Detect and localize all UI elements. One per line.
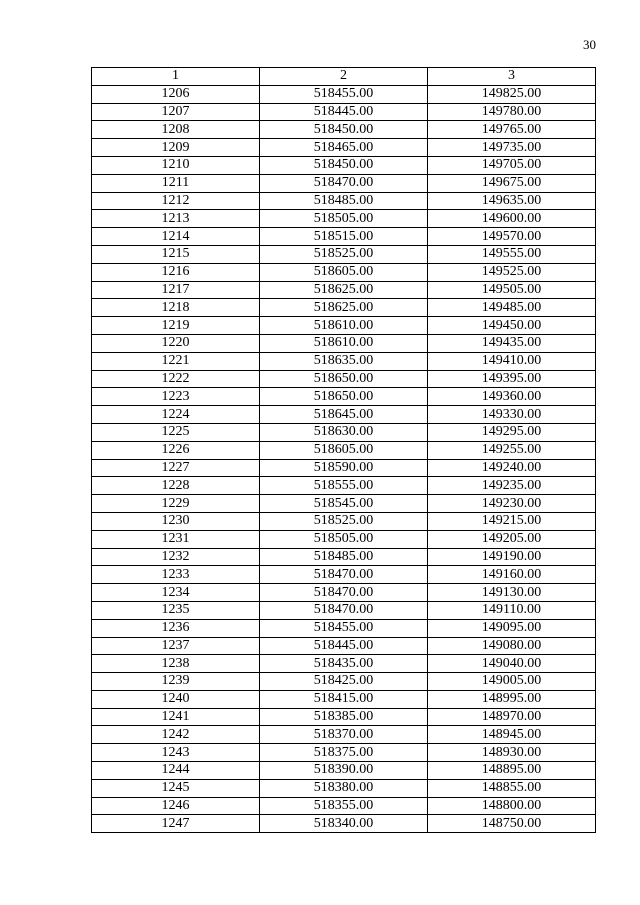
table-cell: 1212 — [92, 192, 260, 210]
table-row — [92, 299, 596, 317]
column-header-1: 1 — [92, 68, 260, 86]
table-cell: 1230 — [92, 512, 260, 530]
table-row — [92, 263, 596, 281]
table-cell: 1242 — [92, 726, 260, 744]
table-cell: 149485.00 — [428, 299, 596, 317]
table-cell: 149410.00 — [428, 352, 596, 370]
table-row — [92, 406, 596, 424]
table-cell: 518515.00 — [260, 228, 428, 246]
table-cell: 1225 — [92, 423, 260, 441]
table-cell: 518525.00 — [260, 512, 428, 530]
table-cell: 518425.00 — [260, 673, 428, 691]
table-cell: 1215 — [92, 245, 260, 263]
table-cell: 1231 — [92, 530, 260, 548]
table-cell: 148895.00 — [428, 762, 596, 780]
table-cell: 518445.00 — [260, 637, 428, 655]
table-cell: 1214 — [92, 228, 260, 246]
table-cell: 518625.00 — [260, 299, 428, 317]
table-row — [92, 85, 596, 103]
table-cell: 518470.00 — [260, 566, 428, 584]
table-row — [92, 388, 596, 406]
table-cell: 148945.00 — [428, 726, 596, 744]
table-row — [92, 637, 596, 655]
table-cell: 149295.00 — [428, 423, 596, 441]
table-cell: 1232 — [92, 548, 260, 566]
table-cell: 1237 — [92, 637, 260, 655]
table-cell: 149110.00 — [428, 601, 596, 619]
table-cell: 149570.00 — [428, 228, 596, 246]
table-row — [92, 370, 596, 388]
table-row — [92, 139, 596, 157]
table-cell: 518470.00 — [260, 601, 428, 619]
coordinates-table — [91, 67, 596, 833]
table-row — [92, 762, 596, 780]
table-cell: 149635.00 — [428, 192, 596, 210]
table-cell: 149160.00 — [428, 566, 596, 584]
table-cell: 518555.00 — [260, 477, 428, 495]
table-cell: 149505.00 — [428, 281, 596, 299]
column-header-2: 2 — [260, 68, 428, 86]
table-cell: 149330.00 — [428, 406, 596, 424]
table-cell: 518470.00 — [260, 174, 428, 192]
table-cell: 149525.00 — [428, 263, 596, 281]
table-cell: 518505.00 — [260, 210, 428, 228]
table-row — [92, 601, 596, 619]
table-cell: 1244 — [92, 762, 260, 780]
table-cell: 149395.00 — [428, 370, 596, 388]
table-cell: 1208 — [92, 121, 260, 139]
table-cell: 518375.00 — [260, 744, 428, 762]
table-cell: 518610.00 — [260, 334, 428, 352]
table-cell: 518610.00 — [260, 317, 428, 335]
table-row — [92, 744, 596, 762]
table-row — [92, 245, 596, 263]
table-cell: 518435.00 — [260, 655, 428, 673]
table-cell: 149450.00 — [428, 317, 596, 335]
table-cell: 518630.00 — [260, 423, 428, 441]
table-cell: 518450.00 — [260, 156, 428, 174]
table-row — [92, 281, 596, 299]
table-cell: 1209 — [92, 139, 260, 157]
table-row — [92, 584, 596, 602]
table-row — [92, 548, 596, 566]
table-cell: 518370.00 — [260, 726, 428, 744]
table-cell: 1210 — [92, 156, 260, 174]
table-cell: 1224 — [92, 406, 260, 424]
table-row — [92, 619, 596, 637]
table-cell: 1246 — [92, 797, 260, 815]
table-cell: 518505.00 — [260, 530, 428, 548]
table-cell: 149190.00 — [428, 548, 596, 566]
table-cell: 518650.00 — [260, 370, 428, 388]
table-cell: 518525.00 — [260, 245, 428, 263]
table-cell: 518455.00 — [260, 619, 428, 637]
table-cell: 148855.00 — [428, 779, 596, 797]
table-cell: 1236 — [92, 619, 260, 637]
table-row — [92, 815, 596, 833]
column-header-3: 3 — [428, 68, 596, 86]
table-cell: 1213 — [92, 210, 260, 228]
table-row — [92, 103, 596, 121]
table-cell: 1233 — [92, 566, 260, 584]
table-cell: 1216 — [92, 263, 260, 281]
table-cell: 148750.00 — [428, 815, 596, 833]
table-cell: 149240.00 — [428, 459, 596, 477]
table-row — [92, 655, 596, 673]
table-cell: 518485.00 — [260, 192, 428, 210]
table-cell: 518390.00 — [260, 762, 428, 780]
table-cell: 1240 — [92, 690, 260, 708]
table-row — [92, 441, 596, 459]
table-cell: 1245 — [92, 779, 260, 797]
table-cell: 148970.00 — [428, 708, 596, 726]
table-cell: 1238 — [92, 655, 260, 673]
table-cell: 149080.00 — [428, 637, 596, 655]
table-cell: 149130.00 — [428, 584, 596, 602]
table-cell: 1226 — [92, 441, 260, 459]
table-cell: 1217 — [92, 281, 260, 299]
table-cell: 149255.00 — [428, 441, 596, 459]
table-cell: 149825.00 — [428, 85, 596, 103]
table-cell: 148930.00 — [428, 744, 596, 762]
table-cell: 518545.00 — [260, 495, 428, 513]
page-number: 30 — [583, 37, 596, 52]
table-cell: 149675.00 — [428, 174, 596, 192]
table-cell: 149230.00 — [428, 495, 596, 513]
table-cell: 1239 — [92, 673, 260, 691]
table-cell: 1220 — [92, 334, 260, 352]
table-cell: 1211 — [92, 174, 260, 192]
table-cell: 518635.00 — [260, 352, 428, 370]
table-row — [92, 156, 596, 174]
table-row — [92, 423, 596, 441]
table-cell: 518605.00 — [260, 263, 428, 281]
table-cell: 1221 — [92, 352, 260, 370]
table-cell: 149005.00 — [428, 673, 596, 691]
table-cell: 149555.00 — [428, 245, 596, 263]
table-cell: 1235 — [92, 601, 260, 619]
table-cell: 149235.00 — [428, 477, 596, 495]
table-cell: 1241 — [92, 708, 260, 726]
table-cell: 518415.00 — [260, 690, 428, 708]
table-cell: 518470.00 — [260, 584, 428, 602]
table-cell: 1228 — [92, 477, 260, 495]
table-cell: 1247 — [92, 815, 260, 833]
table-cell: 518445.00 — [260, 103, 428, 121]
table-cell: 518465.00 — [260, 139, 428, 157]
table-row — [92, 495, 596, 513]
table-cell: 518590.00 — [260, 459, 428, 477]
table-cell: 149765.00 — [428, 121, 596, 139]
table-cell: 1223 — [92, 388, 260, 406]
table-row — [92, 708, 596, 726]
table-row — [92, 121, 596, 139]
table-row — [92, 192, 596, 210]
table-cell: 1234 — [92, 584, 260, 602]
table-row — [92, 228, 596, 246]
table-cell: 1218 — [92, 299, 260, 317]
table-cell: 148995.00 — [428, 690, 596, 708]
table-row — [92, 352, 596, 370]
table-cell: 149215.00 — [428, 512, 596, 530]
table-cell: 518605.00 — [260, 441, 428, 459]
table-row — [92, 673, 596, 691]
table-cell: 149435.00 — [428, 334, 596, 352]
table-row — [92, 477, 596, 495]
table-cell: 1229 — [92, 495, 260, 513]
table-cell: 149095.00 — [428, 619, 596, 637]
table-row — [92, 459, 596, 477]
table-cell: 149360.00 — [428, 388, 596, 406]
table-cell: 148800.00 — [428, 797, 596, 815]
table-row — [92, 797, 596, 815]
table-cell: 149205.00 — [428, 530, 596, 548]
table-row — [92, 317, 596, 335]
table-row — [92, 726, 596, 744]
table-cell: 518385.00 — [260, 708, 428, 726]
table-cell: 518340.00 — [260, 815, 428, 833]
table-cell: 149600.00 — [428, 210, 596, 228]
table-cell: 518355.00 — [260, 797, 428, 815]
table-row — [92, 690, 596, 708]
table-cell: 518645.00 — [260, 406, 428, 424]
table-cell: 149735.00 — [428, 139, 596, 157]
table-cell: 518625.00 — [260, 281, 428, 299]
table-row — [92, 174, 596, 192]
table-cell: 1243 — [92, 744, 260, 762]
table-cell: 1207 — [92, 103, 260, 121]
table-cell: 518450.00 — [260, 121, 428, 139]
table-header-row — [92, 68, 596, 86]
table-cell: 518380.00 — [260, 779, 428, 797]
table-cell: 518650.00 — [260, 388, 428, 406]
table-cell: 149040.00 — [428, 655, 596, 673]
table-cell: 1227 — [92, 459, 260, 477]
table-row — [92, 334, 596, 352]
table-row — [92, 779, 596, 797]
table-row — [92, 530, 596, 548]
table-row — [92, 566, 596, 584]
table-body — [92, 85, 596, 832]
table-row — [92, 210, 596, 228]
table-cell: 149780.00 — [428, 103, 596, 121]
table-cell: 1206 — [92, 85, 260, 103]
table-cell: 149705.00 — [428, 156, 596, 174]
table-cell: 518455.00 — [260, 85, 428, 103]
table-cell: 518485.00 — [260, 548, 428, 566]
table-cell: 1219 — [92, 317, 260, 335]
table-row — [92, 512, 596, 530]
table-header — [92, 68, 596, 86]
table-cell: 1222 — [92, 370, 260, 388]
